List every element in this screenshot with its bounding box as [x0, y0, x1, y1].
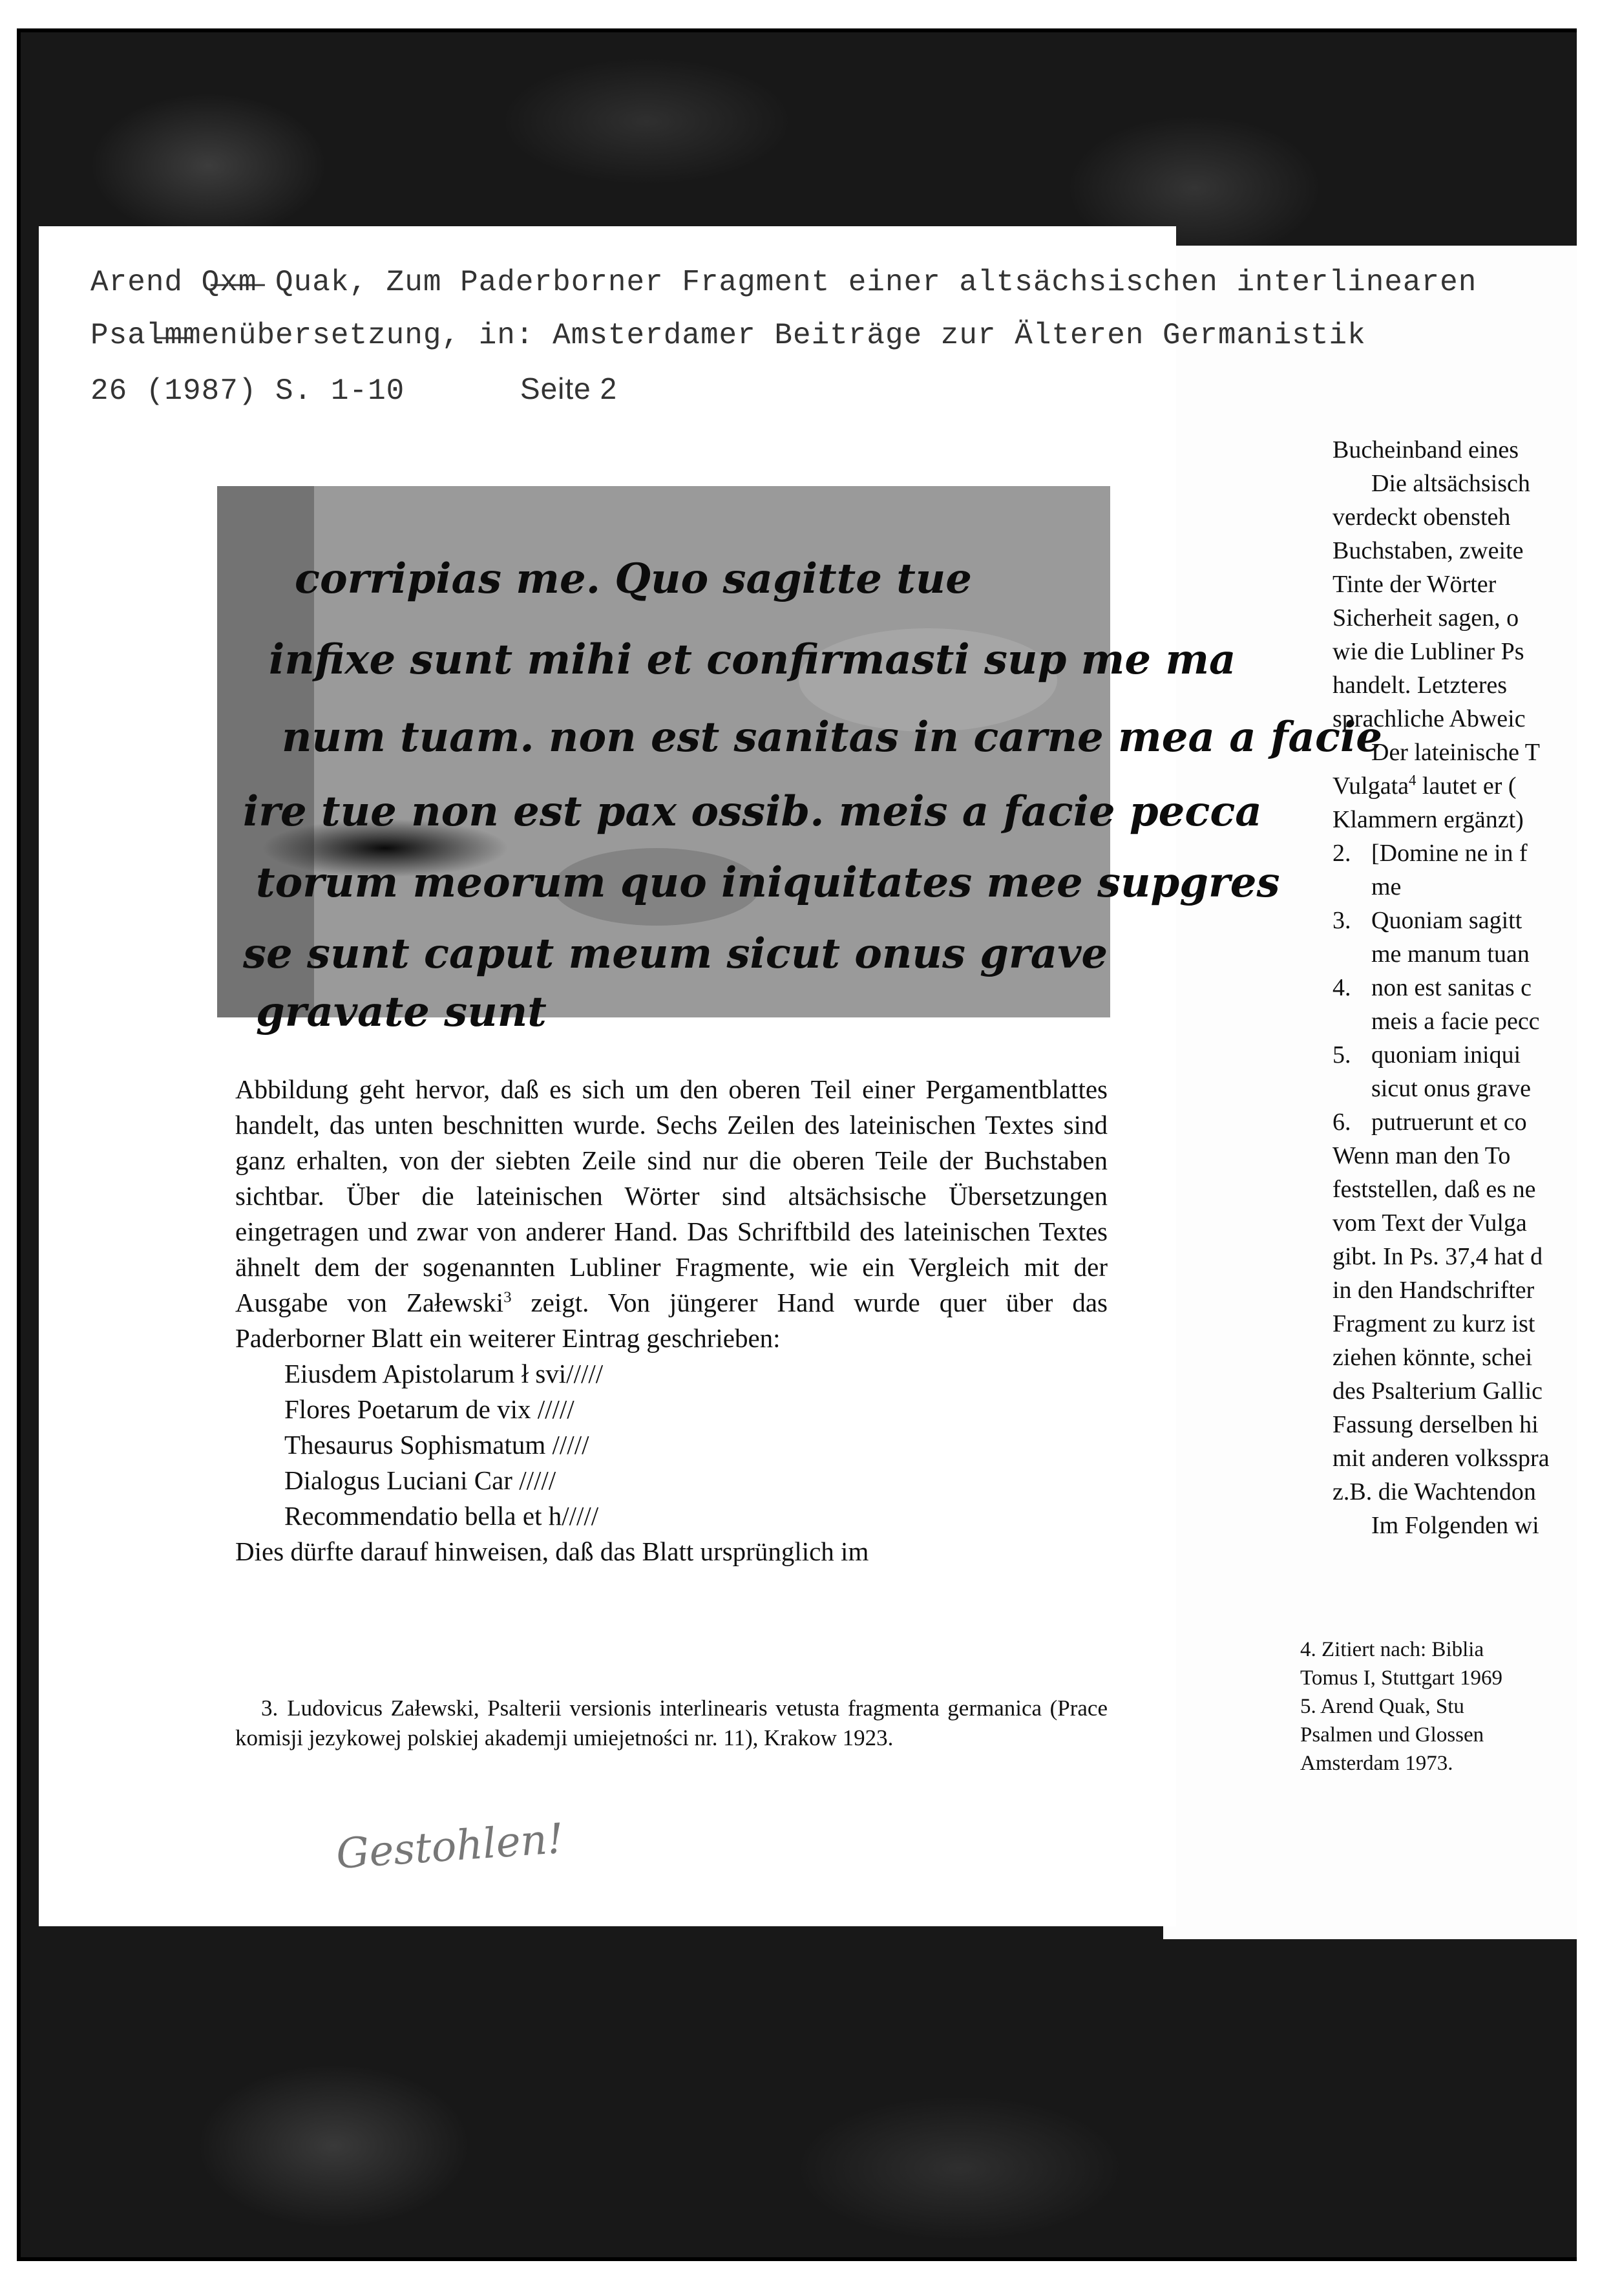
list-item: 3. Quoniam sagitt — [1332, 907, 1522, 934]
manuscript-photo — [217, 486, 1382, 1036]
main-body-text — [235, 1072, 1108, 1569]
list-item: Eiusdem Apistolarum ł svi///// — [284, 1359, 604, 1388]
right-line: Fragment zu kurz ist — [1332, 1310, 1535, 1337]
footnote-3 — [235, 1694, 1108, 1753]
citation-line-2: Psal̶m̶menübersetzung, in: Amsterdamer Beiträge zur Älteren Germanistik — [90, 319, 1366, 352]
entry-list — [235, 1356, 1108, 1534]
right-line: Wenn man den To — [1332, 1142, 1511, 1169]
citation-source: 26 (1987) S. 1-10 — [90, 374, 405, 408]
right-line: z.B. die Wachtendon — [1332, 1478, 1536, 1505]
footnote-ref-4: 4 — [1409, 772, 1417, 789]
right-margin — [1577, 0, 1622, 2296]
manuscript-line: num tuam. non est sanitas in carne mea a facie — [282, 713, 1382, 761]
right-line: feststellen, daß es ne — [1332, 1176, 1536, 1203]
right-line: des Psalterium Gallic — [1332, 1377, 1543, 1405]
right-line: Vulgata$^4$ lautet er ( — [1332, 772, 1517, 800]
right-line: Im Folgenden wi — [1371, 1512, 1539, 1539]
right-line: mit anderen volksspra — [1332, 1445, 1550, 1472]
manuscript-line: se sunt caput meum sicut onus grave — [243, 930, 1108, 978]
list-item: 5. quoniam iniqui — [1332, 1041, 1521, 1068]
right-footnotes — [1300, 1635, 1597, 1778]
footnote-number: 3. — [261, 1695, 279, 1721]
right-line: Sicherheit sagen, o — [1332, 604, 1519, 632]
right-line: gibt. In Ps. 37,4 hat d — [1332, 1243, 1543, 1270]
citation-line-3 — [90, 362, 1538, 418]
right-footnote-line: Psalmen und Glossen — [1300, 1723, 1484, 1747]
right-line: sprachliche Abweic — [1332, 705, 1526, 732]
right-line: wie die Lubliner Ps — [1332, 638, 1524, 665]
typed-citation-header — [90, 256, 1538, 418]
closing-line: Dies dürfte darauf hinweisen, daß das Blatt ursprünglich im — [235, 1536, 869, 1566]
list-item-cont: meis a facie pecc — [1371, 1008, 1540, 1035]
citation-line-1: Arend Q̶x̶m̶ Quak, Zum Paderborner Fragment einer altsächsischen interlinearen — [90, 266, 1477, 299]
right-footnote-line: Amsterdam 1973. — [1300, 1752, 1453, 1775]
manuscript-line: corripias me. Quo sagitte tue — [295, 555, 972, 603]
manuscript-line: ire tue non est pax ossib. meis a facie pecca — [243, 787, 1262, 836]
right-line: Bucheinband eines — [1332, 436, 1519, 463]
manuscript-line: infixe sunt mihi et confirmasti sup me ma — [269, 635, 1236, 684]
list-item-cont: me — [1371, 873, 1402, 900]
footnote-ref-3: 3 — [503, 1288, 512, 1306]
right-line: Der lateinische T — [1371, 739, 1540, 766]
body-paragraph: Abbildung geht hervor, daß es sich um den oberen Teil einer Pergamentblattes handelt, das unten beschnitten wurde. Sechs Zeilen des lateinischen Textes sind ganz erhalten, von der siebten Zeile sind nur die oberen Teile der Buchstaben sichtbar. Über die lateinischen Wörter sind altsächsische Übersetzungen eingetragen und zwar von anderer Hand. Das Schriftbild des lateinischen Textes ähnelt dem der sogenannten Lubliner Fragmente, wie ein Vergleich mit der Ausgabe von Załewski$^3$ zeigt. Von jüngerer Hand wurde quer über das Paderborner Blatt ein weiterer Eintrag geschrieben: — [235, 1074, 1108, 1353]
list-item-cont: me manum tuan — [1371, 941, 1530, 968]
footnote-text: Ludovicus Załewski, Psalterii versionis interlinearis vetusta fragmenta germanica (Prace komisji jezykowej polskiej akademji umiejetności nr. 11), Krakow 1923. — [235, 1695, 1108, 1750]
right-footnote-line: Tomus I, Stuttgart 1969 — [1300, 1666, 1503, 1690]
right-line: verdeckt obensteh — [1332, 504, 1511, 531]
right-column-text — [1332, 433, 1604, 1542]
right-line: Die altsächsisch — [1371, 470, 1530, 497]
list-item: 2. [Domine ne in f — [1332, 840, 1528, 867]
right-line: handelt. Letzteres — [1332, 672, 1508, 699]
right-line: Buchstaben, zweite — [1332, 537, 1524, 564]
right-line: in den Handschrifter — [1332, 1277, 1535, 1304]
manuscript-line: gravate sunt — [256, 988, 547, 1036]
right-line: vom Text der Vulga — [1332, 1209, 1527, 1237]
right-footnote-line: 4. Zitiert nach: Biblia — [1300, 1638, 1484, 1661]
right-line: Klammern ergänzt) — [1332, 806, 1524, 833]
list-item: Thesaurus Sophismatum ///// — [284, 1430, 589, 1460]
list-item: 6. putruerunt et co — [1332, 1109, 1527, 1136]
right-footnote-line: 5. Arend Quak, Stu — [1300, 1695, 1464, 1718]
handwritten-note: Gestohlen! — [334, 1814, 565, 1879]
right-line: Fassung derselben hi — [1332, 1411, 1539, 1438]
list-item-cont: sicut onus grave — [1371, 1075, 1531, 1102]
list-item: Recommendatio bella et h///// — [284, 1501, 599, 1531]
manuscript-line: torum meorum quo iniquitates mee supgres — [256, 858, 1280, 907]
page-label: Seite 2 — [520, 372, 618, 405]
list-item: Flores Poetarum de vix ///// — [284, 1394, 574, 1424]
list-item: Dialogus Luciani Car ///// — [284, 1465, 556, 1495]
right-line: Tinte der Wörter — [1332, 571, 1497, 598]
list-item: 4. non est sanitas c — [1332, 974, 1532, 1001]
right-line: ziehen könnte, schei — [1332, 1344, 1533, 1371]
